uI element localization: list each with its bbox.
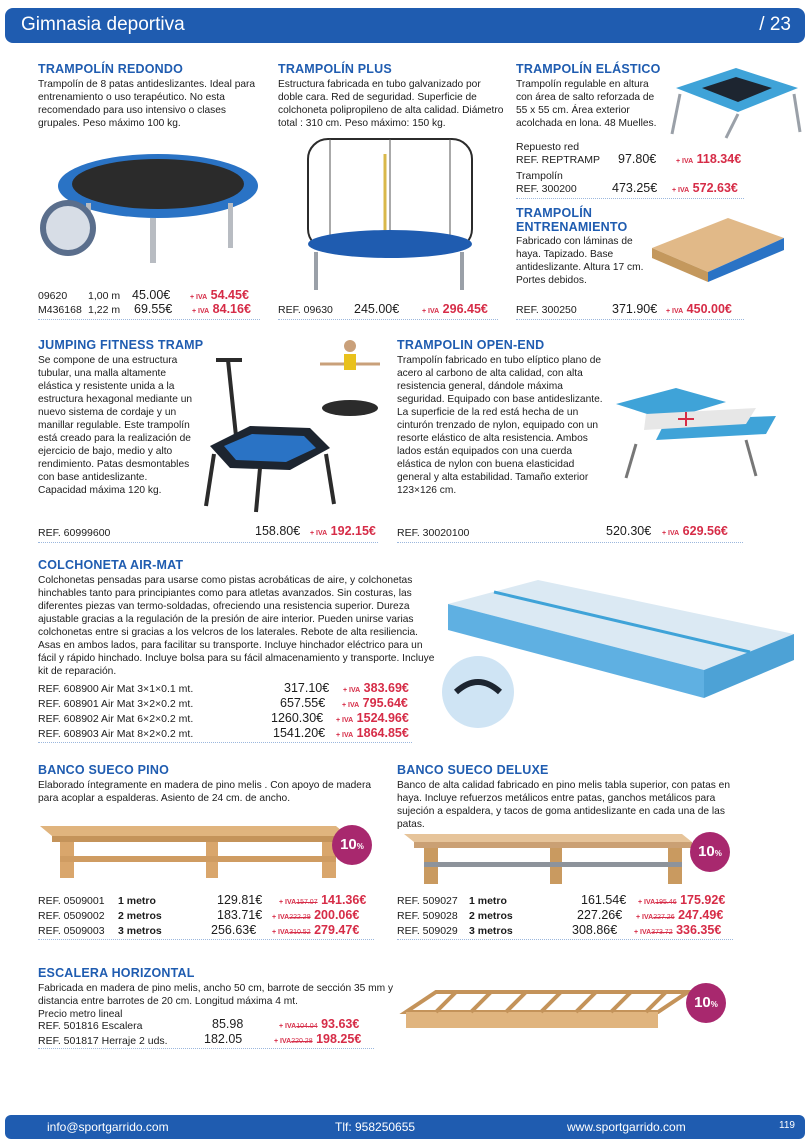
product-description: Trampolín regulable en altura con área de salto reforzada de 55 x 55 cm. Área exterior acolchada en lona. 48 Muelles. xyxy=(516,79,657,129)
divider xyxy=(38,542,378,543)
price: 183.71€ xyxy=(217,908,263,922)
divider xyxy=(516,319,744,320)
product-title: TRAMPOLÍN xyxy=(516,206,593,220)
price: 1260.30€ xyxy=(271,711,324,725)
divider xyxy=(38,939,374,940)
product-trampolin-redondo xyxy=(38,62,263,130)
discount-badge: 10% xyxy=(690,832,730,872)
product-description: Se compone de una estructura tubular, una malla altamente elástica y resistente unida a la estructura hexagonal mediante un nuevo sistema de cordaje y un manillar regulable. Este trampolín está creado para la realización de ejercicio de bajo, medio y alto rendimiento. Patas desmontables con base antideslizante. Capacidad máxima 120 kg. xyxy=(38,355,193,496)
footer-website-link[interactable]: www.sportgarrido.com xyxy=(567,1120,686,1134)
price-with-iva: + IVA310.52 279.47€ xyxy=(272,923,360,937)
price: 657.55€ xyxy=(280,696,326,710)
ref-code: REF. 300200 xyxy=(516,183,577,195)
air-mat-image xyxy=(438,574,804,734)
trampolin-open-end-image xyxy=(606,374,786,484)
product-description: Elaborado íntegramente en madera de pino melis . Con apoyo de madera para acoplar a espalderas. Asiento de 24 cm. de ancho. xyxy=(38,780,371,804)
product-title: TRAMPOLIN OPEN-END xyxy=(397,338,545,352)
price-with-iva: + IVA 1864.85€ xyxy=(336,726,409,740)
product-jumping-fitness xyxy=(38,338,204,497)
price: 129.81€ xyxy=(217,893,263,907)
product-escalera-horizontal xyxy=(38,966,394,1021)
price-with-iva: + IVA227.26 247.49€ xyxy=(636,908,724,922)
trampolin-elastico-image xyxy=(666,60,806,140)
ref-code: REF. 608901 Air Mat 3×2×0.2 mt. xyxy=(38,698,194,710)
product-trampolin-open-end xyxy=(397,338,603,497)
item-label: Repuesto red xyxy=(516,141,580,153)
ref-code: REF. 300250 xyxy=(516,304,577,316)
ref-code: REF. 501816 Escalera xyxy=(38,1020,143,1032)
divider xyxy=(397,939,733,940)
list-item: REF. 509027 1 metro xyxy=(397,895,507,907)
product-title-line-2: ENTRENAMIENTO xyxy=(516,220,628,234)
price-with-iva: + IVA 1524.96€ xyxy=(336,711,409,725)
list-item: REF. 0509001 1 metro xyxy=(38,895,156,907)
divider xyxy=(38,1048,374,1049)
ref-code: REF. 501817 Herraje 2 uds. xyxy=(38,1035,168,1047)
price-with-iva: + IVA 450.00€ xyxy=(666,302,732,316)
product-trampolin-elastico xyxy=(516,62,666,130)
ref-code: M436168 xyxy=(38,304,82,316)
price: 245.00€ xyxy=(354,302,400,316)
item-label: Trampolín xyxy=(516,170,563,182)
divider xyxy=(397,542,743,543)
banco-pino-image xyxy=(36,818,356,888)
ref-code: REF. 60999600 xyxy=(38,527,111,539)
list-item: REF. 509029 3 metros xyxy=(397,925,513,937)
product-banco-sueco-pino xyxy=(38,763,378,805)
size: 1,22 m xyxy=(88,304,121,316)
page-number: 119 xyxy=(779,1120,795,1131)
price: 45.00€ xyxy=(132,288,171,302)
price-with-iva: + IVA 296.45€ xyxy=(422,302,488,316)
product-title: ESCALERA HORIZONTAL xyxy=(38,966,195,980)
price: 227.26€ xyxy=(577,908,623,922)
product-title: BANCO SUECO DELUXE xyxy=(397,763,549,777)
ref-code: REF. 608900 Air Mat 3×1×0.1 mt. xyxy=(38,683,194,695)
page-header xyxy=(5,8,805,43)
trampolin-redondo-image xyxy=(38,138,258,278)
price-with-iva: + IVA 795.64€ xyxy=(342,696,408,710)
divider xyxy=(38,319,260,320)
section-page-number: / 23 xyxy=(759,14,791,35)
product-description: Banco de alta calidad fabricado en pino melis tabla superior, con patas en haya. Incluye refuerzos metálicos entre patas, ganchos metálicos para sujeción a espaldera, y tacos de goma antideslizante en cada una de las patas. xyxy=(397,780,731,830)
ref-code: REF. REPTRAMP xyxy=(516,154,601,166)
product-trampolin-plus xyxy=(278,62,506,130)
list-item: REF. 509028 2 metros xyxy=(397,910,513,922)
list-item xyxy=(38,290,121,302)
product-banco-sueco-deluxe xyxy=(397,763,737,831)
product-description: Trampolín de 8 patas antideslizantes. Ideal para entrenamiento o uso terapéutico. No esta recomendado para uso intensivo o clases grupales. Peso máximo 100 kg. xyxy=(38,79,256,129)
price: 69.55€ xyxy=(134,302,173,316)
ref-code: REF. 09630 xyxy=(278,304,333,316)
price: 97.80€ xyxy=(618,152,657,166)
product-title: TRAMPOLÍN ELÁSTICO xyxy=(516,62,661,76)
product-description: Fabricado con láminas de haya. Tapizado. Base antideslizante. Altura 17 cm. Portes debidos. xyxy=(516,236,644,286)
price: 85.98 xyxy=(212,1017,244,1031)
jumping-trampolin-image xyxy=(190,336,390,516)
price: 473.25€ xyxy=(612,181,658,195)
ref-code: REF. 608903 Air Mat 8×2×0.2 mt. xyxy=(38,728,194,740)
ref-code: REF. 30020100 xyxy=(397,527,470,539)
price-with-iva: + IVA 383.69€ xyxy=(343,681,409,695)
page-footer xyxy=(5,1115,805,1139)
product-colchoneta-air-mat xyxy=(38,558,436,678)
size: 1,00 m xyxy=(88,290,121,302)
product-title: JUMPING FITNESS TRAMP xyxy=(38,338,204,352)
price: 161.54€ xyxy=(581,893,627,907)
price-with-iva: + IVA222.29 200.06€ xyxy=(272,908,360,922)
product-title: BANCO SUECO PINO xyxy=(38,763,169,777)
section-title: Gimnasia deportiva xyxy=(21,14,185,35)
footer-phone: Tlf: 958250655 xyxy=(335,1120,416,1134)
discount-badge: 10% xyxy=(332,825,372,865)
price-with-iva: + IVA 629.56€ xyxy=(662,524,728,538)
list-item: REF. 0509003 3 metros xyxy=(38,925,162,937)
list-item xyxy=(38,304,121,316)
price-with-iva: + IVA 84.16€ xyxy=(192,302,251,316)
price-with-iva: + IVA195.46 175.92€ xyxy=(638,893,726,907)
product-description: Trampolín fabricado en tubo elíptico plano de acero al carbono de alta calidad, con alta resistencia general, dándole máxima seguridad. Equipado con base antideslizante. La superficie de la red está hecha de un cinturón trenzado de nylon, equipado con un resorte elástico de alta resistencia. Ambos lados están equipados con una cuerda elástica de nylon con buena elasticidad general y alta estabilidad. Tamaño exterior 123×126 cm. xyxy=(397,355,603,496)
price-with-iva: + IVA 118.34€ xyxy=(676,152,742,166)
price-with-iva: + IVA373.72 336.35€ xyxy=(634,923,722,937)
price-with-iva: + IVA 54.45€ xyxy=(190,288,249,302)
discount-badge: 10% xyxy=(686,983,726,1023)
note: Precio metro lineal xyxy=(38,1009,123,1020)
price: 158.80€ xyxy=(255,524,301,538)
divider xyxy=(38,742,412,743)
divider xyxy=(516,198,744,199)
price: 1541.20€ xyxy=(273,726,326,740)
price-with-iva: + IVA 572.63€ xyxy=(672,181,738,195)
trampolin-entrenamiento-image xyxy=(648,212,788,282)
price: 308.86€ xyxy=(572,923,618,937)
price-with-iva: + IVA104.04 93.63€ xyxy=(279,1017,360,1031)
divider xyxy=(278,319,498,320)
price-with-iva: + IVA220.28 198.25€ xyxy=(274,1032,362,1046)
price-with-iva: + IVA157.07 141.36€ xyxy=(279,893,367,907)
price: 317.10€ xyxy=(284,681,330,695)
product-description: Colchonetas pensadas para usarse como pistas acrobáticas de aire, y colchonetas hinchables tanto para principiantes como para atletas avanzados. Sin costuras, las diferentes piezas van termo-soldadas, ofreciendo una resistencia superior. Dureza ajustable gracias a la regulación de la presión de aire interior. Pueden unirse varias colchonetas entre si gracias a los velcros de los laterales. Rebote de alta resiliencia. Asas en ambos lados, para facilitar su transporte. Incluye hinchador eléctrico para un fácil y rápido hinchado. Incluye bolsa para su fácil almacenamiento y transporte. Incluye kit de reparación. xyxy=(38,575,435,677)
ref-code: 09620 xyxy=(38,290,68,302)
price: 256.63€ xyxy=(211,923,257,937)
product-title: TRAMPOLÍN PLUS xyxy=(278,62,392,76)
trampolin-plus-image xyxy=(300,134,480,294)
escalera-image xyxy=(396,988,696,1038)
product-description: Estructura fabricada en tubo galvanizado por doble cara. Red de seguridad. Superficie de colchoneta polipropileno de alta calidad. Diámetro total : 310 cm. Peso máximo: 150 kg. xyxy=(278,79,504,129)
price: 182.05 xyxy=(204,1032,243,1046)
list-item: REF. 0509002 2 metros xyxy=(38,910,162,922)
footer-email-link[interactable]: info@sportgarrido.com xyxy=(47,1120,169,1134)
price: 371.90€ xyxy=(612,302,658,316)
price-with-iva: + IVA 192.15€ xyxy=(310,524,376,538)
product-trampolin-entrenamiento xyxy=(516,206,656,287)
price: 520.30€ xyxy=(606,524,652,538)
ref-code: REF. 608902 Air Mat 6×2×0.2 mt. xyxy=(38,713,194,725)
product-title: COLCHONETA AIR-MAT xyxy=(38,558,184,572)
banco-deluxe-image xyxy=(400,830,700,890)
product-title: TRAMPOLÍN REDONDO xyxy=(38,62,184,76)
product-description: Fabricada en madera de pino melis, ancho 50 cm, barrote de sección 35 mm y distancia entre barrotes de 20 cm. Longitud máxima 4 mt. xyxy=(38,983,394,1007)
